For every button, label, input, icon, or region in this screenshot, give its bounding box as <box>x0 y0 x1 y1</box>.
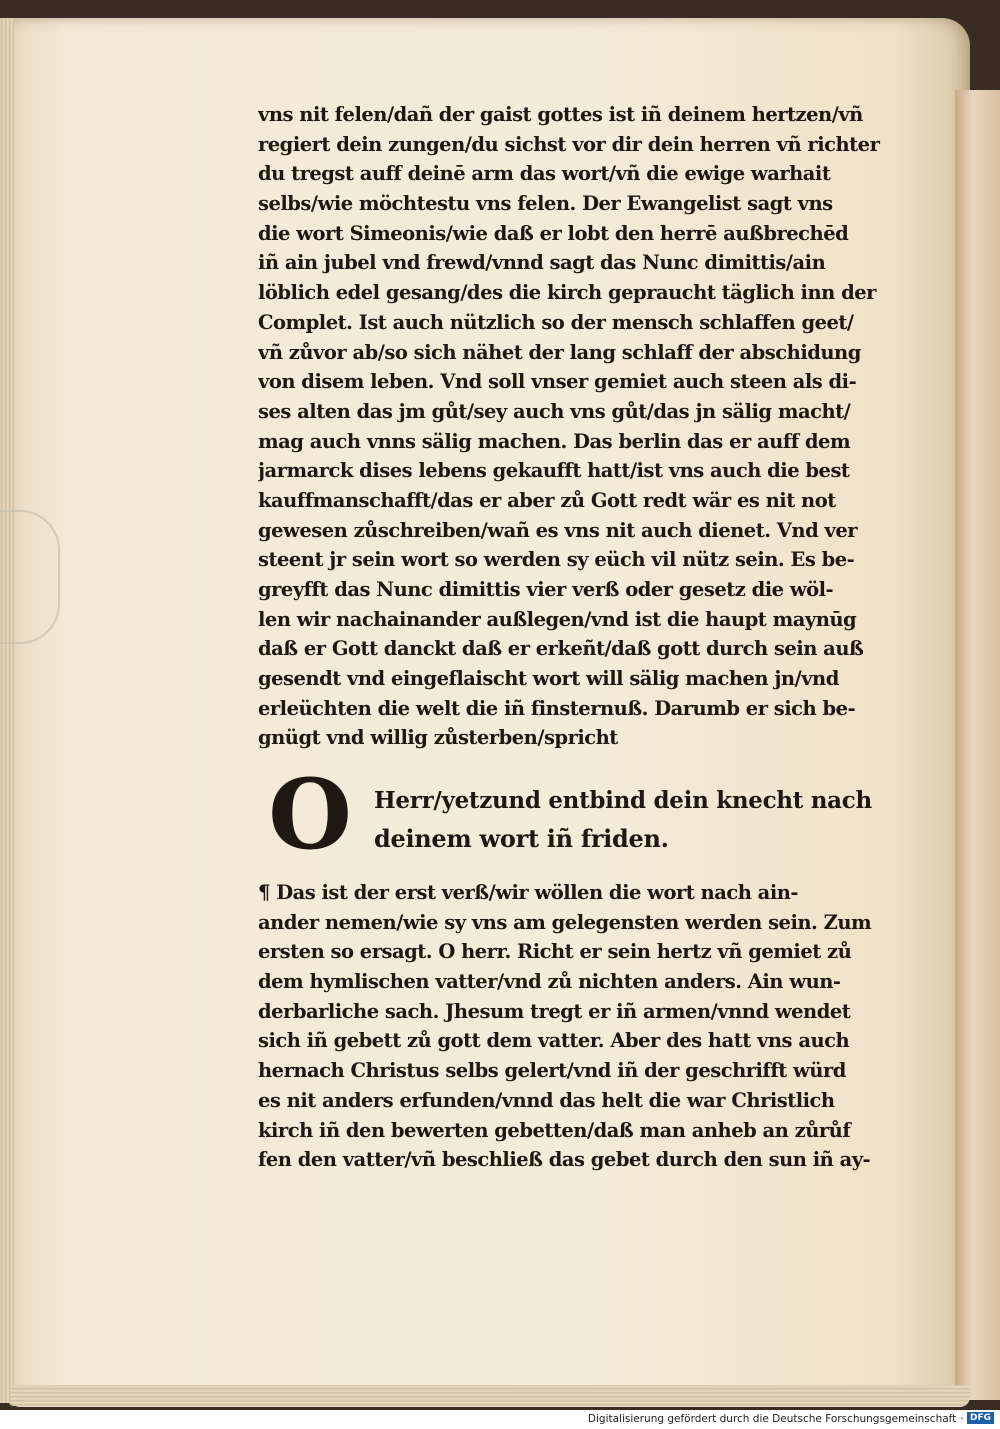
text-line: von disem leben. Vnd soll vnser gemiet auch steen als di- <box>258 370 857 394</box>
text-line: erleüchten die welt die iñ finsternuß. Darumb er sich be- <box>258 696 856 720</box>
body-text-second <box>258 878 884 1175</box>
text-line: ander nemen/wie sy vns am gelegensten werden sein. Zum <box>258 910 872 934</box>
text-line: gnügt vnd willig zůsterben/spricht <box>258 726 618 750</box>
text-line: regiert dein zungen/du sichst vor dir dein herren vñ richter <box>258 132 880 156</box>
text-line: selbs/wie möchtestu vns felen. Der Ewangelist sagt vns <box>258 192 833 216</box>
dfg-logo: DFG <box>967 1412 994 1424</box>
funding-credit: Digitalisierung gefördert durch die Deutsche Forschungsgemeinschaft <box>587 1413 957 1425</box>
decorated-initial: O <box>268 758 352 871</box>
text-line: sich iñ gebett zů gott dem vatter. Aber des hatt vns auch <box>258 1029 850 1053</box>
text-line: greyfft das Nunc dimittis vier verß oder gesetz die wöl- <box>258 578 834 601</box>
text-line: gewesen zůschreiben/wañ es vns nit auch dienet. Vnd ver <box>258 518 858 542</box>
digitization-footer <box>0 1410 1000 1429</box>
text-line: löblich edel gesang/des die kirch gepraucht täglich inn der <box>258 281 876 305</box>
text-line: iñ ain jubel vnd frewd/vnnd sagt das Nunc dimittis/ain <box>258 251 826 275</box>
body-text-first <box>258 100 884 753</box>
text-line: vns nit felen/dañ der gaist gottes ist iñ deinem hertzen/vñ <box>258 103 863 126</box>
text-line: derbarliche sach. Jhesum tregt er iñ armen/vnnd wendet <box>258 999 851 1023</box>
text-line: mag auch vnns sälig machen. Das berlin das er auff dem <box>258 429 851 453</box>
text-line: steent jr sein wort so werden sy eüch vil nütz sein. Es be- <box>258 548 855 572</box>
text-line: hernach Christus selbs gelert/vnd iñ der geschrifft würd <box>258 1059 846 1083</box>
text-line: dem hymlischen vatter/vnd zů nichten anders. Ain wun- <box>258 970 841 994</box>
text-line: es nit anders erfunden/vnnd das helt die war Christlich <box>258 1088 835 1112</box>
page-edge-bottom <box>10 1385 970 1407</box>
text-line: ersten so ersagt. O herr. Richt er sein hertz vñ gemiet zů <box>258 940 852 964</box>
text-line: du tregst auff deinē arm das wort/vñ die ewige warhait <box>258 162 831 186</box>
text-line: vñ zůvor ab/so sich nähet der lang schlaff der abschidung <box>258 340 861 364</box>
text-line: jarmarck dises lebens gekaufft hatt/ist vns auch die best <box>258 459 850 483</box>
text-line: ses alten das jm gůt/sey auch vns gůt/das jn sälig macht/ <box>258 399 851 423</box>
text-line: gesendt vnd eingeflaischt wort will sälig machen jn/vnd <box>258 667 839 691</box>
text-line: kauffmanschafft/das er aber zů Gott redt wär es nit not <box>258 488 836 512</box>
page-gutter <box>0 18 14 1403</box>
text-line: len wir nachainander außlegen/vnd ist die haupt maynūg <box>258 607 857 631</box>
page-edge-right <box>955 90 1000 1400</box>
text-line: daß er Gott danckt daß er erkeñt/daß gott durch sein auß <box>258 637 864 661</box>
verse-heading <box>258 758 884 871</box>
separator: · <box>960 1413 964 1425</box>
heading-line-1: Herr/yetzund entbind dein knecht nach <box>374 787 872 814</box>
text-line: die wort Simeonis/wie daß er lobt den herrē außbrechēd <box>258 221 849 245</box>
text-line: kirch iñ den bewerten gebetten/daß man anheb an zůrůf <box>258 1118 851 1142</box>
text-line: ¶ Das ist der erst verß/wir wöllen die wort nach ain- <box>258 881 798 904</box>
text-line: fen den vatter/vñ beschließ das gebet durch den sun iñ ay- <box>258 1148 871 1172</box>
text-line: Complet. Ist auch nützlich so der mensch schlaffen geet/ <box>258 310 854 334</box>
heading-line-2: deinem wort iñ friden. <box>374 824 669 853</box>
bookmark-ribbon <box>0 510 60 644</box>
